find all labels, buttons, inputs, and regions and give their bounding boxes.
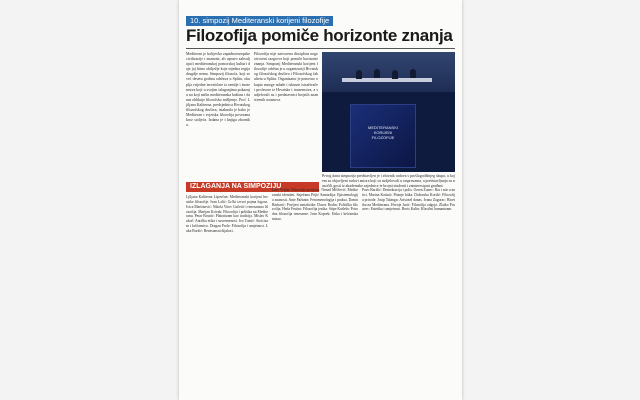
section-heading: IZLAGANJA NA SIMPOZIJU <box>186 182 319 192</box>
headline-rule <box>186 48 455 49</box>
speakers-list: Pavo Barišić: Demokracija i polis. Ozren Žunec: Rat i mir u antici. Marina Katinić: Pitanje bitka. Dubravka Kordić: Filozofija prirode. Josip Talanga: Aristotel danas. Ivana Zagorac: Bioetika na Mediteranu. Hrvoje Jurić: Filozofija odgoja. Zlatko Posavec: Estetika i umjetnost. Boris Kalin: Klasični humanizam. <box>362 188 455 212</box>
photo-person <box>374 69 380 78</box>
speakers-list: Lino Veljak: Filozofija povijesti. Nenad Miščević: Mediteranski identitet. Snježana Prijić Samaržija: Epistemologija znanosti. Ante Pažanin: Fenomenologija i praksa. Damir Barbarić: Povijest metafizike. Davor Rodin: Politička filozofija. Heda Festini: Filozofija jezika. Stipe Kutleša: Prirodna filozofija renesanse. Ivan Koprek: Etika i kršćanska misao. <box>272 188 358 222</box>
intro-column <box>186 52 250 176</box>
body-text: Filozofija nije zatvorena disciplina nego otvoreni razgovor koji pomiče horizonte znanja. Simpozij Mediteranski korijeni filozofije održan je u organizaciji Hrvatskog filozofskog društva i Filozofskog fakulteta u Splitu. Organizator je ponovno okupio mnoge mlade i iskusne istraživače i profesore iz Hrvatske i inozemstva, a sudjelovali su i predstavnici brojnih znanstvenih ustanova. <box>254 52 318 102</box>
body-column <box>254 52 318 176</box>
book-title-line: FILOZOFIJE <box>371 135 395 140</box>
speakers-column-3 <box>362 188 455 398</box>
intro-text: Mediteran je kolijevka zapadnoeuropske civilizacije i znanosti, ali upravo zahvaljujući mediteranskoj pomorskoj kulturi daje joj bitno obilježje koje nijedna regija drugdje nema. Simpozij filozofa, koji se već desetu godinu održava u Splitu, okuplja vrijedne teoretičare iz zemlje i inozemstva koji u svojim izlaganjima pokazuju na koji način mediteranska baština i danas oblikuje filozofsko mišljenje. Prof. Ljiljana Kaliterna, predsjednica Hrvatskog filozofskog društva, istaknula je kako je Mediteran i svjetska filozofija povezana kroz stoljeća. Izdana je i knjiga zbornika. <box>186 52 250 128</box>
photo-person <box>356 70 362 79</box>
photo-stage <box>322 52 455 92</box>
proceedings-book <box>350 104 416 168</box>
speakers-column-2 <box>272 188 358 398</box>
caption-text: Prvog dana simpozija predstavljen je i zbornik radova s prošlogodišnjeg skupa, u kojem su objavljeni radovi autora koji su sudjelovali u raspravama, a predstavljanju su nazočili gosti iz akademske zajednice te brojni studenti i zainteresirani građani. <box>322 174 455 189</box>
kicker-banner: 10. simpozij Mediteranski korijeni filozofije <box>186 16 333 26</box>
photo-person <box>410 69 416 78</box>
photo-person <box>392 70 398 79</box>
symposium-photo <box>322 52 455 172</box>
book-title-line: KORIJENI <box>373 130 393 135</box>
book-title-line: MEDITERANSKI <box>367 125 398 130</box>
newspaper-page <box>179 0 462 400</box>
speakers-column-1 <box>186 195 268 398</box>
article-headline: Filozofija pomiče horizonte znanja <box>186 26 453 45</box>
photo-caption <box>322 174 455 189</box>
speakers-list: Ljiljana Kaliterna Lipovčan: Mediteranski korijeni hrvatske filozofije. Ivan Lalić: Grčki izvori pojma logosa. Ivica Martinović: Nikola Vitov Gučetić i renesansna filozofija. Marijan Krivak: Filozofija i politika na Mediteranu. Petar Bosnić: Platonizam kao tradicija. Mislav Kukoč: Antička etika i suvremenost. Ivo Tomić: Stoicizam i kršćanstvo. Dragan Prole: Filozofija i umjetnost. Luka Boršić: Renesansni dijalozi. <box>186 195 268 233</box>
